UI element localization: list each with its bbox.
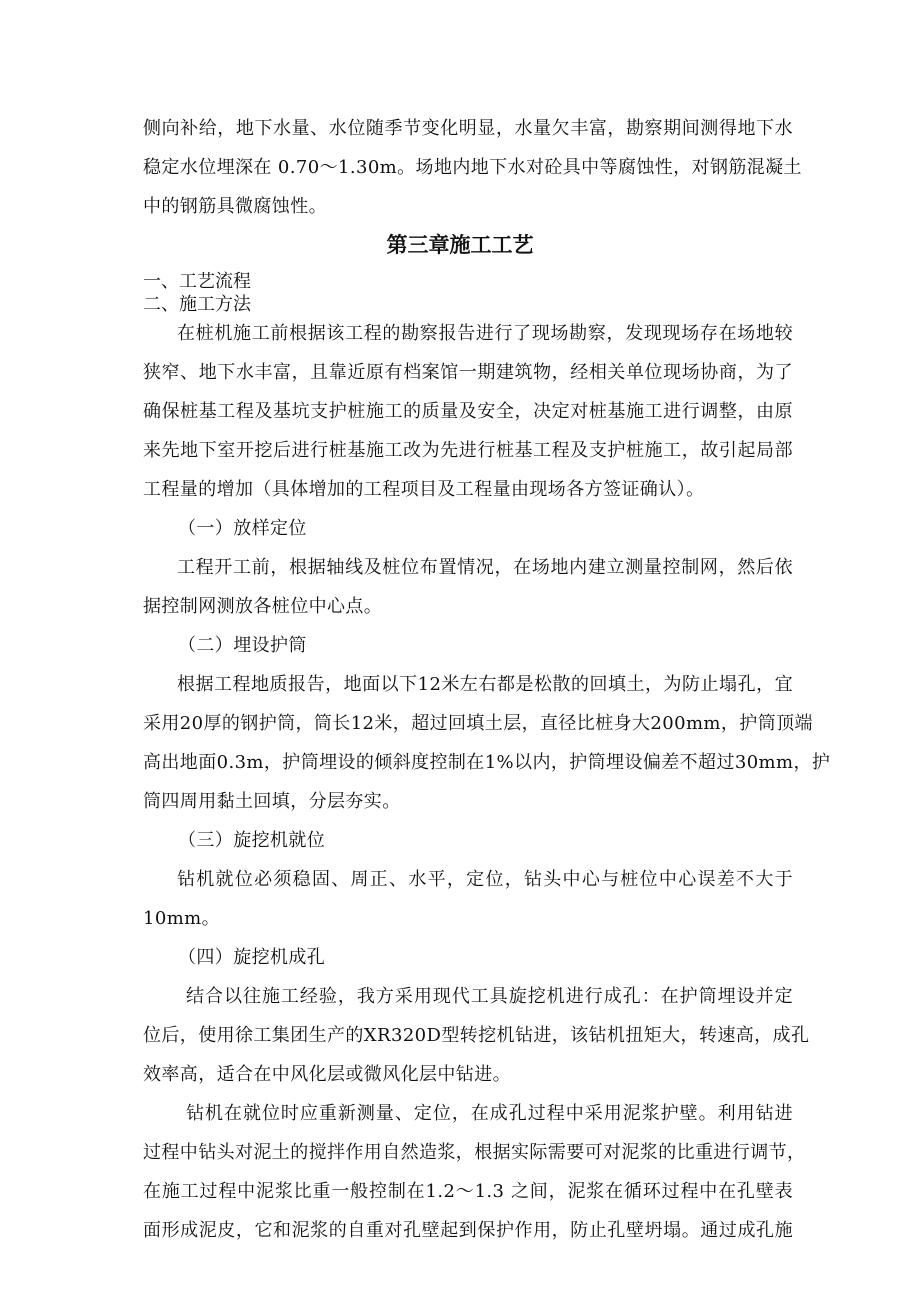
sub4-p2-line-3: 在施工过程中泥浆比重一般控制在1.2～1.3 之间，泥浆在循环过程中在孔壁表 (143, 1181, 793, 1202)
section-heading-process-flow: 一、工艺流程 (143, 271, 251, 292)
sub2-line-3: 高出地面0.3m，护筒埋设的倾斜度控制在1%以内，护筒埋设偏差不超过30mm，护 (143, 752, 831, 773)
sub4-p1-line-2: 位后，使用徐工集团生产的XR320D型转挖机钻进，该钻机扭矩大，转速高，成孔 (143, 1025, 810, 1046)
intro-line-1: 侧向补给，地下水量、水位随季节变化明显，水量欠丰富，勘察期间测得地下水 (143, 118, 793, 139)
sub3-line-1: 钻机就位必须稳固、周正、水平，定位，钻头中心与桩位中心误差不大于 (177, 869, 793, 890)
sub4-p1-line-1: 结合以往施工经验，我方采用现代工具旋挖机进行成孔：在护筒埋设并定 (186, 986, 793, 1007)
chapter-title: 第三章施工工艺 (386, 233, 534, 257)
section-heading-construction-method: 二、施工方法 (143, 294, 251, 315)
subsection-title-staking: （一）放样定位 (178, 518, 307, 539)
sub4-p2-line-2: 过程中钻头对泥土的搅拌作用自然造浆，根据实际需要可对泥浆的比重进行调节， (143, 1142, 806, 1163)
sub4-p2-line-4: 面形成泥皮，它和泥浆的自重对孔壁起到保护作用，防止孔壁坍塌。通过成孔施 (143, 1220, 793, 1241)
sub2-line-4: 筒四周用黏土回填，分层夯实。 (143, 791, 401, 812)
sub3-line-2: 10mm。 (143, 908, 221, 929)
subsection-title-casing: （二）埋设护筒 (178, 635, 307, 656)
intro-line-2: 稳定水位埋深在 0.70～1.30m。场地内地下水对砼具中等腐蚀性，对钢筋混凝土 (143, 157, 802, 178)
subsection-title-rig-positioning: （三）旋挖机就位 (178, 830, 326, 851)
sub1-line-2: 据控制网测放各桩位中心点。 (143, 596, 383, 617)
method-line-1: 在桩机施工前根据该工程的勘察报告进行了现场勘察，发现现场存在场地较 (177, 323, 793, 344)
method-line-3: 确保桩基工程及基坑支护桩施工的质量及安全，决定对桩基施工进行调整，由原 (143, 401, 793, 422)
method-line-5: 工程量的增加（具体增加的工程项目及工程量由现场各方签证确认）。 (143, 479, 705, 500)
sub2-line-2: 采用20厚的钢护筒，筒长12米，超过回填土层，直径比桩身大200mm，护筒顶端 (143, 713, 813, 734)
sub2-line-1: 根据工程地质报告，地面以下12米左右都是松散的回填土，为防止塌孔，宜 (177, 674, 793, 695)
intro-line-3: 中的钢筋具微腐蚀性。 (143, 196, 327, 217)
method-line-4: 来先地下室开挖后进行桩基施工改为先进行桩基工程及支护桩施工，故引起局部 (143, 440, 793, 461)
sub1-line-1: 工程开工前，根据轴线及桩位布置情况，在场地内建立测量控制网，然后依 (177, 557, 793, 578)
method-line-2: 狭窄、地下水丰富，且靠近原有档案馆一期建筑物，经相关单位现场协商，为了 (143, 362, 793, 383)
sub4-p2-line-1: 钻机在就位时应重新测量、定位，在成孔过程中采用泥浆护壁。利用钻进 (186, 1103, 793, 1124)
sub4-p1-line-3: 效率高，适合在中风化层或微风化层中钻进。 (143, 1064, 511, 1085)
subsection-title-drilling: （四）旋挖机成孔 (178, 947, 326, 968)
